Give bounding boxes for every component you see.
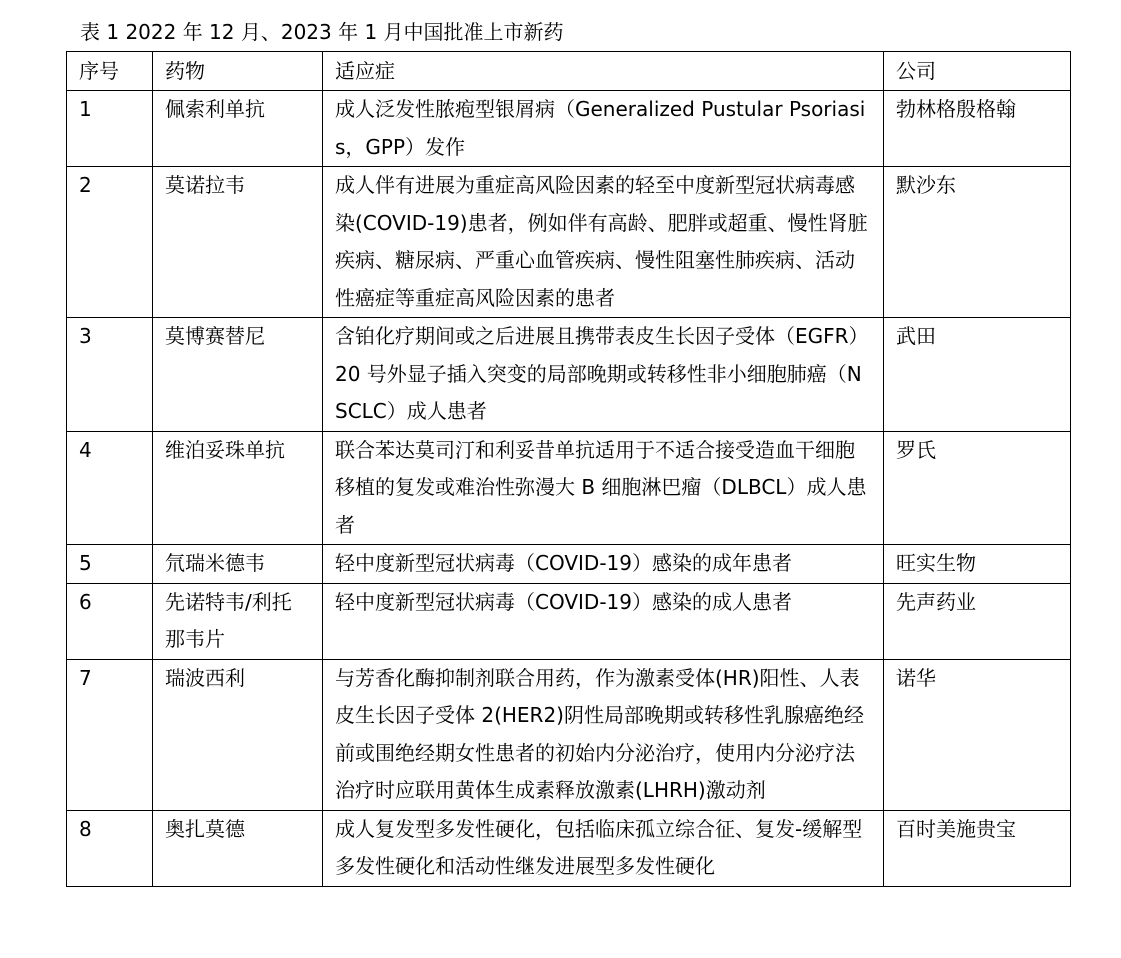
cell-indication: 轻中度新型冠状病毒（COVID-19）感染的成人患者 — [323, 583, 884, 659]
cell-no: 5 — [67, 545, 153, 584]
table-row — [67, 583, 1071, 659]
cell-company: 百时美施贵宝 — [884, 810, 1071, 886]
table-row — [67, 318, 1071, 432]
table-caption: 表 1 2022 年 12 月、2023 年 1 月中国批准上市新药 — [80, 20, 564, 44]
table-row — [67, 431, 1071, 545]
cell-company: 默沙东 — [884, 167, 1071, 318]
table-row — [67, 545, 1071, 584]
cell-no: 2 — [67, 167, 153, 318]
cell-drug: 氘瑞米德韦 — [153, 545, 323, 584]
cell-indication: 与芳香化酶抑制剂联合用药，作为激素受体(HR)阳性、人表皮生长因子受体 2(HER2)阴性局部晚期或转移性乳腺癌绝经前或围绝经期女性患者的初始内分泌治疗，使用内分泌疗法治疗时应联用黄体生成素释放激素(LHRH)激动剂 — [323, 659, 884, 810]
cell-company: 诺华 — [884, 659, 1071, 810]
cell-indication: 成人泛发性脓疱型银屑病（Generalized Pustular Psoriasis，GPP）发作 — [323, 91, 884, 167]
cell-no: 7 — [67, 659, 153, 810]
new-drugs-table — [66, 51, 1071, 887]
cell-indication: 成人复发型多发性硬化，包括临床孤立综合征、复发-缓解型多发性硬化和活动性继发进展型多发性硬化 — [323, 810, 884, 886]
table-row — [67, 659, 1071, 810]
cell-drug: 莫诺拉韦 — [153, 167, 323, 318]
cell-no: 8 — [67, 810, 153, 886]
cell-company: 勃林格殷格翰 — [884, 91, 1071, 167]
cell-drug: 佩索利单抗 — [153, 91, 323, 167]
header-company: 公司 — [884, 52, 1071, 91]
table-row — [67, 91, 1071, 167]
header-drug: 药物 — [153, 52, 323, 91]
cell-drug: 先诺特韦/利托那韦片 — [153, 583, 323, 659]
cell-indication: 含铂化疗期间或之后进展且携带表皮生长因子受体（EGFR）20 号外显子插入突变的局部晚期或转移性非小细胞肺癌（NSCLC）成人患者 — [323, 318, 884, 432]
cell-no: 1 — [67, 91, 153, 167]
cell-drug: 维泊妥珠单抗 — [153, 431, 323, 545]
cell-indication: 轻中度新型冠状病毒（COVID-19）感染的成年患者 — [323, 545, 884, 584]
table-header-row — [67, 52, 1071, 91]
cell-indication: 联合苯达莫司汀和利妥昔单抗适用于不适合接受造血干细胞移植的复发或难治性弥漫大 B 细胞淋巴瘤（DLBCL）成人患者 — [323, 431, 884, 545]
cell-indication: 成人伴有进展为重症高风险因素的轻至中度新型冠状病毒感染(COVID-19)患者，例如伴有高龄、肥胖或超重、慢性肾脏疾病、糖尿病、严重心血管疾病、慢性阻塞性肺疾病、活动性癌症等重症高风险因素的患者 — [323, 167, 884, 318]
cell-company: 旺实生物 — [884, 545, 1071, 584]
cell-drug: 奥扎莫德 — [153, 810, 323, 886]
table-row — [67, 167, 1071, 318]
cell-company: 先声药业 — [884, 583, 1071, 659]
cell-no: 6 — [67, 583, 153, 659]
cell-company: 武田 — [884, 318, 1071, 432]
cell-no: 3 — [67, 318, 153, 432]
header-indication: 适应症 — [323, 52, 884, 91]
header-no: 序号 — [67, 52, 153, 91]
cell-drug: 瑞波西利 — [153, 659, 323, 810]
table-row — [67, 810, 1071, 886]
cell-no: 4 — [67, 431, 153, 545]
cell-company: 罗氏 — [884, 431, 1071, 545]
cell-drug: 莫博赛替尼 — [153, 318, 323, 432]
